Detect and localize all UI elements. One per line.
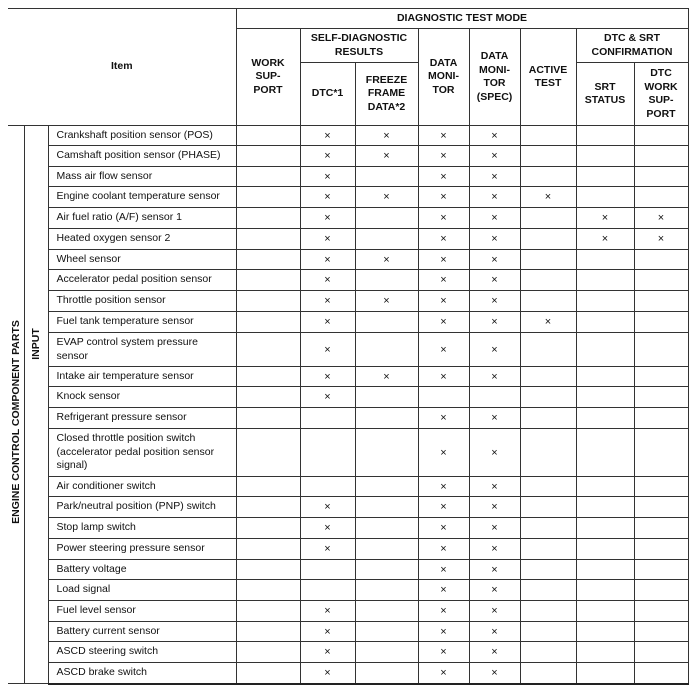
mark-cell-work-support (236, 622, 300, 642)
mark-cell-srt-status (576, 333, 634, 367)
mark-cell-active-test (520, 429, 576, 477)
mark-cell-work-support (236, 146, 300, 167)
mark-cell-data-monitor-spec: × (469, 622, 520, 642)
table-row (8, 146, 688, 167)
mark-cell-active-test (520, 580, 576, 601)
mark-cell-data-monitor-spec: × (469, 580, 520, 601)
mark-cell-work-support (236, 560, 300, 580)
mark-cell-work-support (236, 580, 300, 601)
mark-cell-active-test (520, 642, 576, 663)
mark-cell-srt-status (576, 663, 634, 684)
mark-cell-dtc-work-support (634, 146, 688, 167)
mark-cell-freeze-frame (355, 663, 418, 684)
mark-cell-data-monitor: × (418, 622, 469, 642)
mark-cell-freeze-frame (355, 642, 418, 663)
dtc-srt-confirmation-header: DTC & SRT CONFIRMATION (576, 29, 688, 63)
mark-cell-freeze-frame (355, 229, 418, 250)
mark-cell-data-monitor: × (418, 580, 469, 601)
mark-cell-work-support (236, 429, 300, 477)
table-row (8, 622, 688, 642)
mark-cell-dtc-work-support (634, 408, 688, 429)
mark-cell-work-support (236, 642, 300, 663)
mark-cell-dtc (300, 408, 355, 429)
item-name-cell: Battery voltage (48, 560, 236, 580)
mark-cell-dtc: × (300, 312, 355, 333)
mark-cell-data-monitor-spec: × (469, 250, 520, 270)
mark-cell-data-monitor-spec: × (469, 367, 520, 387)
mark-cell-dtc: × (300, 187, 355, 208)
mark-cell-data-monitor-spec: × (469, 518, 520, 539)
mark-cell-freeze-frame (355, 429, 418, 477)
mark-cell-active-test (520, 497, 576, 518)
mark-cell-work-support (236, 126, 300, 146)
mark-cell-data-monitor-spec: × (469, 333, 520, 367)
mark-cell-work-support (236, 333, 300, 367)
mark-cell-dtc: × (300, 270, 355, 291)
mark-cell-work-support (236, 312, 300, 333)
mark-cell-dtc (300, 477, 355, 497)
mark-cell-data-monitor-spec: × (469, 601, 520, 622)
mark-cell-dtc-work-support: × (634, 229, 688, 250)
mark-cell-data-monitor-spec: × (469, 167, 520, 187)
data-monitor-header: DATA MONI- TOR (418, 29, 469, 126)
mark-cell-active-test (520, 146, 576, 167)
mark-cell-srt-status (576, 539, 634, 560)
table-row (8, 580, 688, 601)
mark-cell-dtc: × (300, 622, 355, 642)
table-row (8, 126, 688, 146)
mark-cell-data-monitor-spec: × (469, 291, 520, 312)
table-row (8, 663, 688, 684)
mark-cell-active-test (520, 367, 576, 387)
mark-cell-work-support (236, 663, 300, 684)
table-row (8, 187, 688, 208)
mark-cell-data-monitor: × (418, 518, 469, 539)
mark-cell-work-support (236, 497, 300, 518)
mark-cell-data-monitor-spec: × (469, 408, 520, 429)
mark-cell-dtc: × (300, 250, 355, 270)
table-row (8, 601, 688, 622)
mark-cell-active-test (520, 387, 576, 408)
mark-cell-srt-status (576, 429, 634, 477)
mark-cell-work-support (236, 387, 300, 408)
dtc-header: DTC*1 (300, 63, 355, 126)
item-name-cell: Crankshaft position sensor (POS) (48, 126, 236, 146)
mark-cell-srt-status (576, 187, 634, 208)
dtc-work-support-header: DTC WORK SUP- PORT (634, 63, 688, 126)
mark-cell-freeze-frame: × (355, 291, 418, 312)
subgroup-label: INPUT (30, 327, 42, 360)
mark-cell-active-test (520, 663, 576, 684)
mark-cell-active-test (520, 601, 576, 622)
item-name-cell: Engine coolant temperature sensor (48, 187, 236, 208)
table-row (8, 642, 688, 663)
table-row (8, 367, 688, 387)
item-header: Item (8, 9, 236, 126)
mark-cell-dtc-work-support (634, 497, 688, 518)
item-name-cell: Refrigerant pressure sensor (48, 408, 236, 429)
mark-cell-srt-status (576, 387, 634, 408)
mark-cell-dtc: × (300, 663, 355, 684)
mark-cell-dtc: × (300, 518, 355, 539)
mark-cell-data-monitor-spec: × (469, 229, 520, 250)
active-test-header: ACTIVE TEST (520, 29, 576, 126)
mark-cell-freeze-frame: × (355, 126, 418, 146)
group-label-cell (8, 126, 24, 684)
item-name-cell: Heated oxygen sensor 2 (48, 229, 236, 250)
mark-cell-work-support (236, 208, 300, 229)
mark-cell-srt-status (576, 622, 634, 642)
table-row (8, 167, 688, 187)
data-monitor-spec-header: DATA MONI- TOR (SPEC) (469, 29, 520, 126)
mark-cell-active-test (520, 126, 576, 146)
mark-cell-data-monitor: × (418, 270, 469, 291)
mark-cell-dtc-work-support (634, 387, 688, 408)
mark-cell-work-support (236, 601, 300, 622)
mark-cell-active-test (520, 408, 576, 429)
mark-cell-active-test (520, 208, 576, 229)
mark-cell-freeze-frame (355, 167, 418, 187)
mark-cell-dtc (300, 560, 355, 580)
mark-cell-work-support (236, 367, 300, 387)
mark-cell-freeze-frame (355, 560, 418, 580)
mark-cell-freeze-frame: × (355, 367, 418, 387)
mark-cell-data-monitor: × (418, 477, 469, 497)
mark-cell-data-monitor-spec: × (469, 429, 520, 477)
mark-cell-active-test (520, 333, 576, 367)
table-row (8, 408, 688, 429)
mark-cell-data-monitor: × (418, 229, 469, 250)
mark-cell-freeze-frame (355, 580, 418, 601)
mark-cell-dtc: × (300, 367, 355, 387)
mark-cell-dtc: × (300, 642, 355, 663)
mark-cell-data-monitor-spec: × (469, 187, 520, 208)
mark-cell-data-monitor-spec: × (469, 560, 520, 580)
mark-cell-work-support (236, 518, 300, 539)
mark-cell-data-monitor: × (418, 312, 469, 333)
mark-cell-dtc-work-support (634, 291, 688, 312)
mark-cell-data-monitor: × (418, 663, 469, 684)
item-name-cell: Camshaft position sensor (PHASE) (48, 146, 236, 167)
mark-cell-active-test (520, 539, 576, 560)
mark-cell-data-monitor: × (418, 408, 469, 429)
mark-cell-dtc: × (300, 601, 355, 622)
mark-cell-srt-status (576, 580, 634, 601)
mark-cell-freeze-frame (355, 208, 418, 229)
item-name-cell: Accelerator pedal position sensor (48, 270, 236, 291)
mark-cell-active-test: × (520, 187, 576, 208)
mark-cell-freeze-frame (355, 601, 418, 622)
mark-cell-dtc-work-support (634, 560, 688, 580)
mark-cell-dtc-work-support (634, 580, 688, 601)
mark-cell-data-monitor-spec: × (469, 146, 520, 167)
table-row (8, 560, 688, 580)
mark-cell-dtc-work-support (634, 663, 688, 684)
mark-cell-data-monitor: × (418, 208, 469, 229)
mark-cell-data-monitor-spec: × (469, 539, 520, 560)
mark-cell-srt-status (576, 642, 634, 663)
mark-cell-data-monitor-spec: × (469, 270, 520, 291)
mark-cell-dtc-work-support (634, 477, 688, 497)
mark-cell-freeze-frame (355, 270, 418, 291)
mark-cell-dtc-work-support (634, 622, 688, 642)
item-name-cell: ASCD brake switch (48, 663, 236, 684)
mark-cell-freeze-frame (355, 477, 418, 497)
mark-cell-data-monitor: × (418, 497, 469, 518)
item-name-cell: ASCD steering switch (48, 642, 236, 663)
mark-cell-work-support (236, 229, 300, 250)
mark-cell-dtc: × (300, 126, 355, 146)
mark-cell-data-monitor: × (418, 367, 469, 387)
mark-cell-data-monitor: × (418, 250, 469, 270)
mark-cell-work-support (236, 187, 300, 208)
mark-cell-dtc: × (300, 497, 355, 518)
mark-cell-work-support (236, 408, 300, 429)
mark-cell-srt-status (576, 367, 634, 387)
freeze-frame-header: FREEZE FRAME DATA*2 (355, 63, 418, 126)
mark-cell-dtc-work-support (634, 312, 688, 333)
mark-cell-dtc-work-support (634, 601, 688, 622)
mark-cell-dtc-work-support (634, 333, 688, 367)
diagnostic-test-mode-header: DIAGNOSTIC TEST MODE (236, 9, 688, 29)
mark-cell-srt-status (576, 477, 634, 497)
table-row (8, 250, 688, 270)
item-name-cell: Fuel tank temperature sensor (48, 312, 236, 333)
mark-cell-srt-status (576, 408, 634, 429)
mark-cell-active-test (520, 291, 576, 312)
mark-cell-dtc: × (300, 208, 355, 229)
table-row (8, 477, 688, 497)
item-name-cell: Throttle position sensor (48, 291, 236, 312)
work-support-header: WORK SUP- PORT (236, 29, 300, 126)
mark-cell-data-monitor: × (418, 333, 469, 367)
table-row (8, 387, 688, 408)
item-name-cell: Intake air temperature sensor (48, 367, 236, 387)
group-label: ENGINE CONTROL COMPONENT PARTS (9, 319, 22, 524)
mark-cell-work-support (236, 270, 300, 291)
mark-cell-data-monitor: × (418, 642, 469, 663)
mark-cell-work-support (236, 539, 300, 560)
mark-cell-dtc-work-support (634, 642, 688, 663)
mark-cell-freeze-frame: × (355, 146, 418, 167)
mark-cell-data-monitor-spec: × (469, 477, 520, 497)
mark-cell-dtc-work-support (634, 539, 688, 560)
mark-cell-data-monitor: × (418, 601, 469, 622)
table-row (8, 291, 688, 312)
item-name-cell: Fuel level sensor (48, 601, 236, 622)
mark-cell-srt-status (576, 601, 634, 622)
mark-cell-dtc: × (300, 333, 355, 367)
mark-cell-dtc-work-support (634, 126, 688, 146)
table-row (8, 333, 688, 367)
mark-cell-dtc-work-support (634, 167, 688, 187)
srt-status-header: SRT STATUS (576, 63, 634, 126)
mark-cell-data-monitor: × (418, 126, 469, 146)
mark-cell-dtc: × (300, 167, 355, 187)
mark-cell-freeze-frame: × (355, 250, 418, 270)
item-name-cell: Air fuel ratio (A/F) sensor 1 (48, 208, 236, 229)
mark-cell-dtc (300, 580, 355, 601)
mark-cell-srt-status (576, 312, 634, 333)
mark-cell-srt-status (576, 270, 634, 291)
mark-cell-dtc-work-support: × (634, 208, 688, 229)
mark-cell-srt-status (576, 560, 634, 580)
mark-cell-data-monitor: × (418, 291, 469, 312)
mark-cell-data-monitor: × (418, 429, 469, 477)
mark-cell-data-monitor-spec (469, 387, 520, 408)
table-row (8, 497, 688, 518)
mark-cell-data-monitor: × (418, 167, 469, 187)
mark-cell-dtc: × (300, 146, 355, 167)
mark-cell-data-monitor: × (418, 539, 469, 560)
table-row (8, 539, 688, 560)
mark-cell-freeze-frame: × (355, 187, 418, 208)
mark-cell-dtc-work-support (634, 518, 688, 539)
table-body (8, 126, 688, 684)
mark-cell-active-test (520, 622, 576, 642)
mark-cell-dtc-work-support (634, 270, 688, 291)
mark-cell-data-monitor-spec: × (469, 126, 520, 146)
mark-cell-work-support (236, 250, 300, 270)
mark-cell-freeze-frame (355, 312, 418, 333)
mark-cell-srt-status (576, 126, 634, 146)
mark-cell-work-support (236, 477, 300, 497)
mark-cell-srt-status (576, 167, 634, 187)
mark-cell-active-test (520, 229, 576, 250)
mark-cell-freeze-frame (355, 518, 418, 539)
mark-cell-data-monitor-spec: × (469, 642, 520, 663)
item-name-cell: Mass air flow sensor (48, 167, 236, 187)
mark-cell-freeze-frame (355, 333, 418, 367)
item-name-cell: Wheel sensor (48, 250, 236, 270)
mark-cell-active-test (520, 270, 576, 291)
subgroup-label-cell (24, 126, 48, 684)
mark-cell-dtc: × (300, 539, 355, 560)
mark-cell-dtc: × (300, 229, 355, 250)
table-row (8, 429, 688, 477)
item-name-cell: Park/neutral position (PNP) switch (48, 497, 236, 518)
mark-cell-active-test (520, 518, 576, 539)
mark-cell-dtc: × (300, 291, 355, 312)
mark-cell-dtc-work-support (634, 429, 688, 477)
item-name-cell: EVAP control system pressure sensor (48, 333, 236, 367)
mark-cell-dtc-work-support (634, 250, 688, 270)
mark-cell-active-test: × (520, 312, 576, 333)
table-row (8, 229, 688, 250)
item-name-cell: Knock sensor (48, 387, 236, 408)
mark-cell-data-monitor-spec: × (469, 208, 520, 229)
mark-cell-freeze-frame (355, 387, 418, 408)
mark-cell-dtc: × (300, 387, 355, 408)
mark-cell-dtc-work-support (634, 367, 688, 387)
mark-cell-work-support (236, 291, 300, 312)
mark-cell-srt-status: × (576, 229, 634, 250)
item-name-cell: Stop lamp switch (48, 518, 236, 539)
mark-cell-active-test (520, 560, 576, 580)
mark-cell-data-monitor: × (418, 146, 469, 167)
mark-cell-data-monitor: × (418, 187, 469, 208)
mark-cell-freeze-frame (355, 408, 418, 429)
mark-cell-srt-status (576, 497, 634, 518)
mark-cell-freeze-frame (355, 497, 418, 518)
mark-cell-active-test (520, 477, 576, 497)
mark-cell-data-monitor-spec: × (469, 497, 520, 518)
item-name-cell: Power steering pressure sensor (48, 539, 236, 560)
mark-cell-freeze-frame (355, 622, 418, 642)
mark-cell-data-monitor-spec: × (469, 312, 520, 333)
mark-cell-freeze-frame (355, 539, 418, 560)
item-name-cell: Battery current sensor (48, 622, 236, 642)
mark-cell-dtc (300, 429, 355, 477)
table-row (8, 518, 688, 539)
mark-cell-work-support (236, 167, 300, 187)
mark-cell-srt-status (576, 291, 634, 312)
table-row (8, 312, 688, 333)
table-row (8, 270, 688, 291)
self-diagnostic-results-header: SELF-DIAGNOSTIC RESULTS (300, 29, 418, 63)
mark-cell-dtc-work-support (634, 187, 688, 208)
mark-cell-srt-status (576, 518, 634, 539)
mark-cell-srt-status (576, 250, 634, 270)
mark-cell-data-monitor-spec: × (469, 663, 520, 684)
mark-cell-data-monitor: × (418, 560, 469, 580)
mark-cell-data-monitor (418, 387, 469, 408)
mark-cell-srt-status: × (576, 208, 634, 229)
mark-cell-active-test (520, 250, 576, 270)
item-name-cell: Closed throttle position switch (accelerator pedal position sensor signal) (48, 429, 236, 477)
diagnostic-table (8, 8, 689, 685)
table-row (8, 208, 688, 229)
item-name-cell: Load signal (48, 580, 236, 601)
item-name-cell: Air conditioner switch (48, 477, 236, 497)
mark-cell-active-test (520, 167, 576, 187)
mark-cell-srt-status (576, 146, 634, 167)
